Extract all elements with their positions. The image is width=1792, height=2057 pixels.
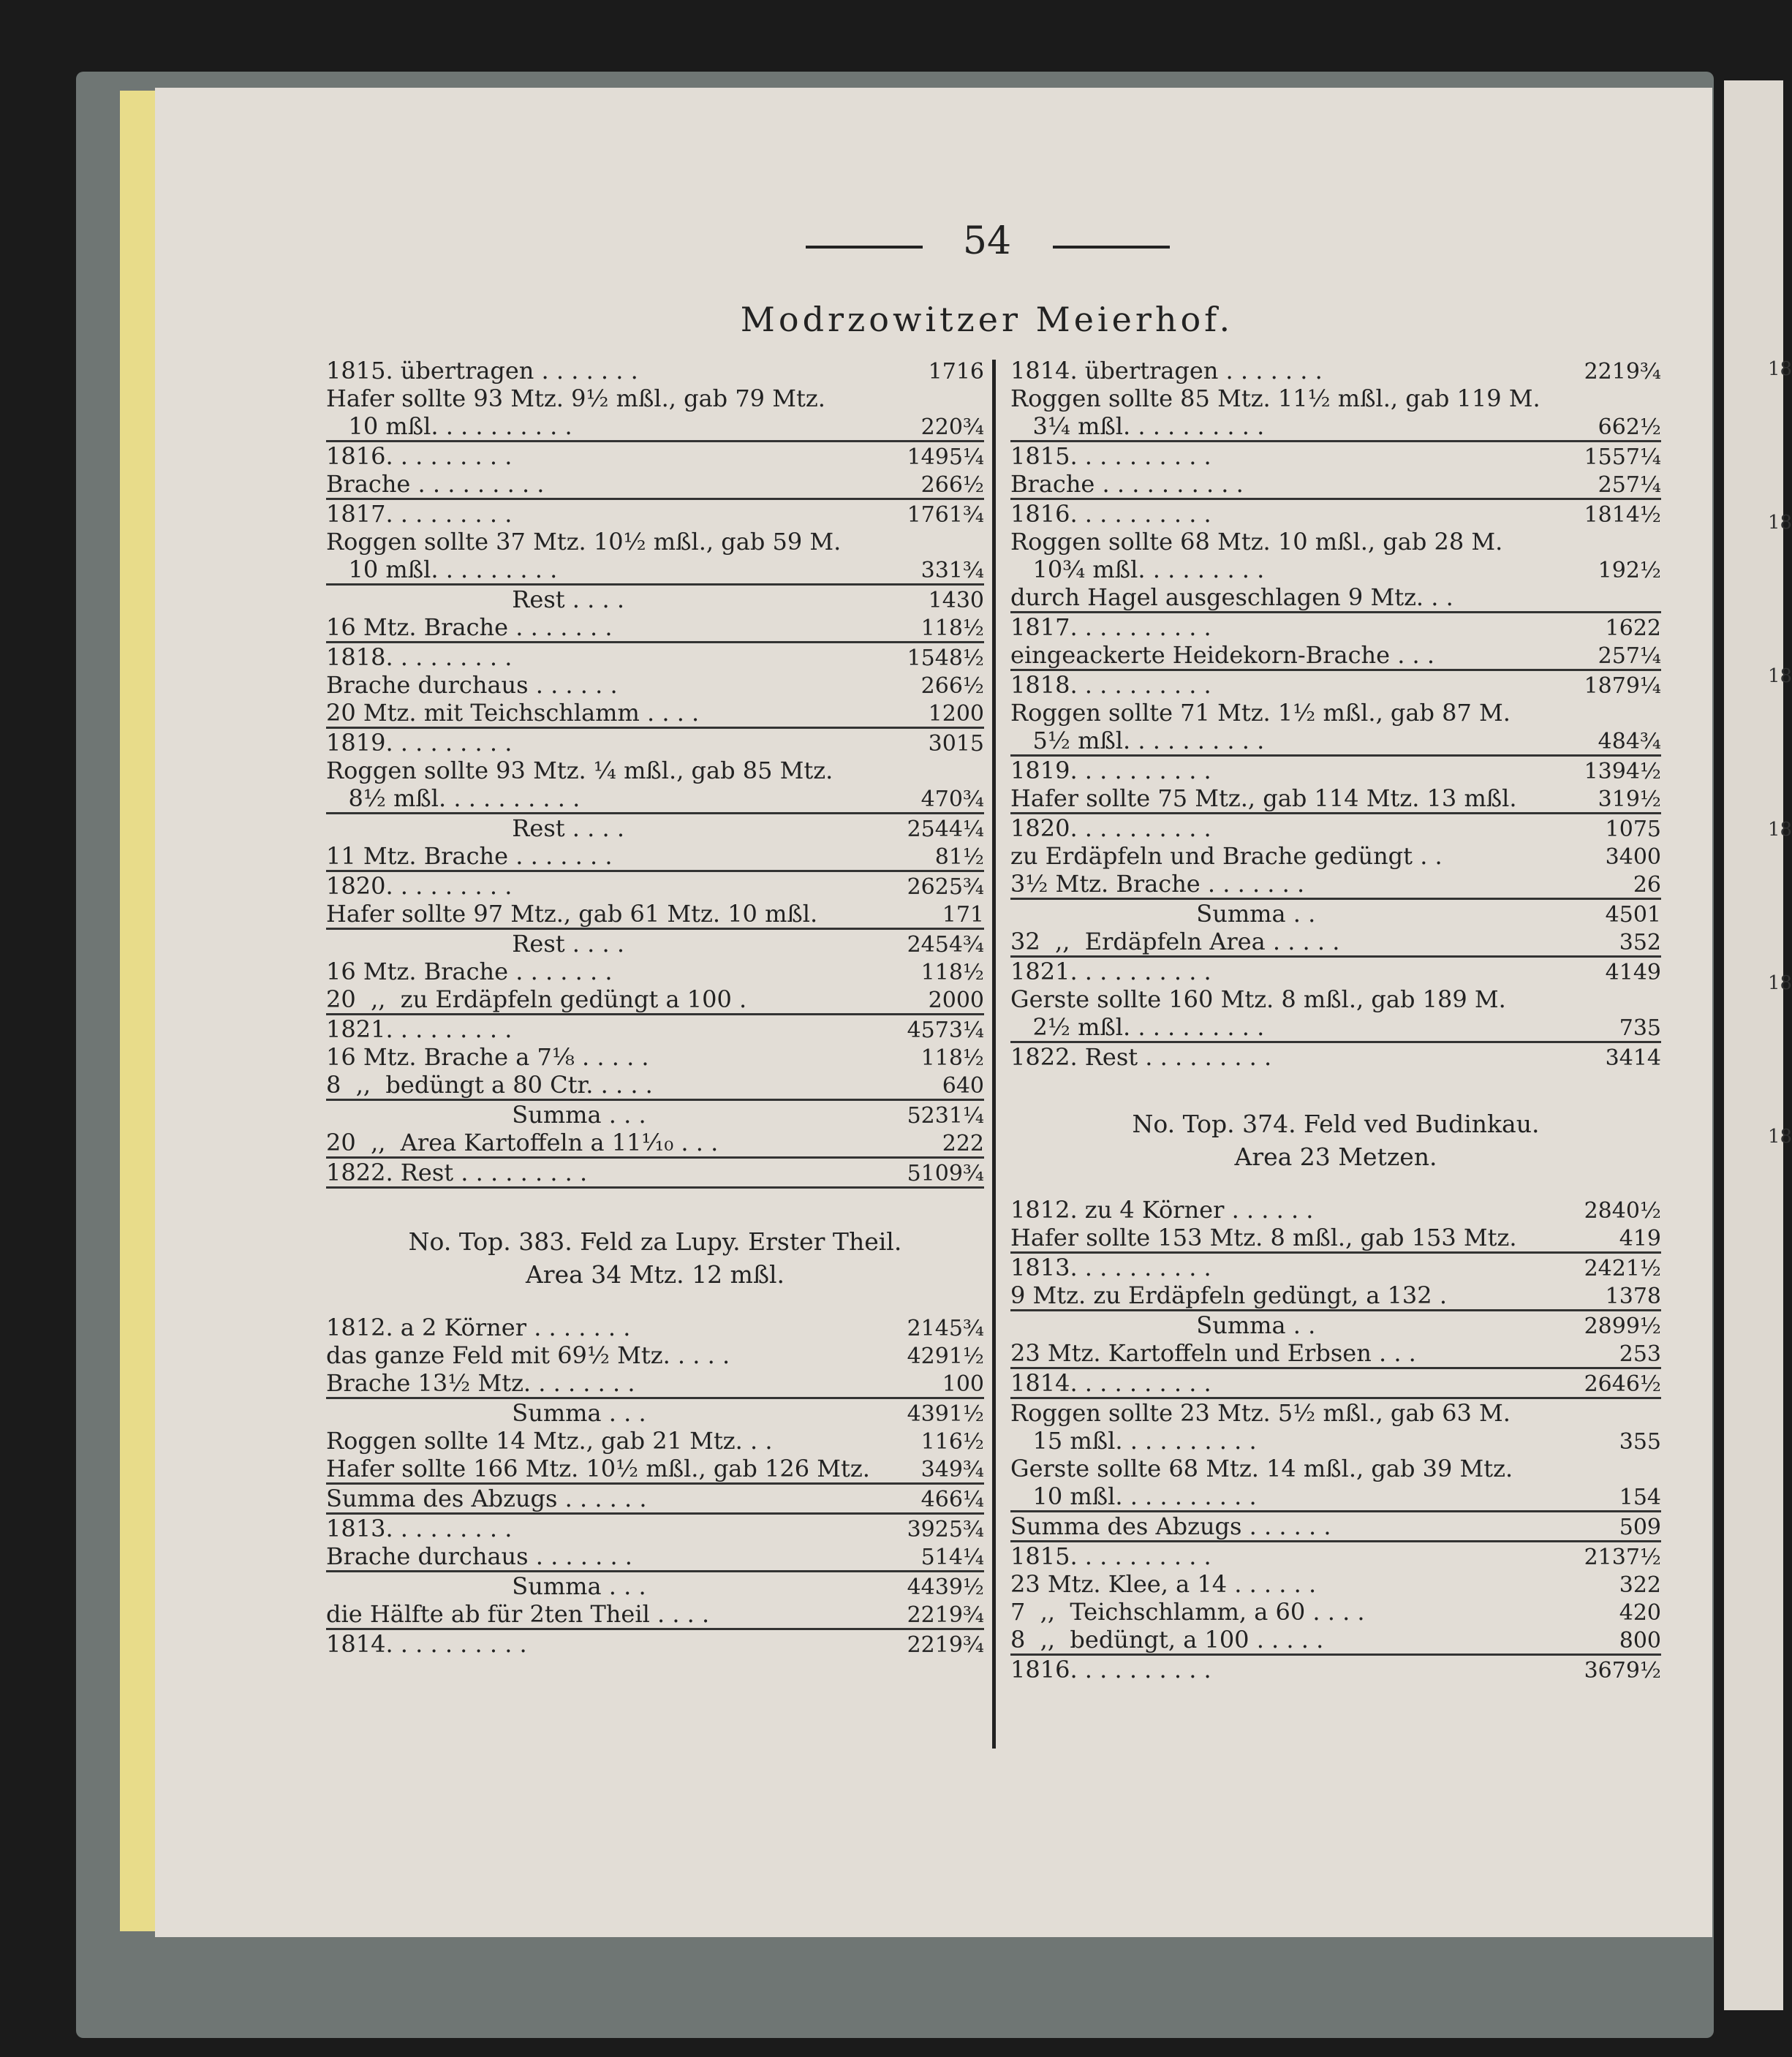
entry-text: 7 ,, Teichschlamm, a 60 . . . . — [1010, 1598, 1365, 1626]
entry-amount: 2544¼ — [907, 817, 984, 842]
ledger-row — [1010, 727, 1661, 756]
entry-amount: 3400 — [1605, 844, 1661, 870]
entry-amount: 266½ — [920, 673, 984, 699]
header-rule-left — [806, 246, 923, 249]
entry-text: Gerste sollte 68 Mtz. 14 mßl., gab 39 Mtz. — [1010, 1455, 1513, 1482]
ledger-row — [1010, 583, 1661, 613]
entry-text: Rest . . . . — [326, 814, 624, 842]
ledger-row — [326, 1542, 984, 1572]
entry-text: Roggen sollte 71 Mtz. 1½ mßl., gab 87 M. — [1010, 699, 1511, 727]
entry-amount: 1430 — [928, 588, 984, 613]
entry-amount: 2219¾ — [882, 1600, 984, 1629]
next-page-fragment: 18 — [1768, 1126, 1792, 1148]
entry-text: Brache . . . . . . . . . — [326, 470, 882, 499]
ledger-row — [326, 1071, 984, 1100]
ledger-row — [326, 412, 984, 442]
entry-amount — [1559, 699, 1661, 727]
ledger-row — [326, 470, 984, 499]
entry-text: Summa . . — [1010, 1311, 1316, 1339]
entry-amount — [1559, 985, 1661, 1013]
entry-amount: 349¾ — [882, 1455, 984, 1484]
entry-amount: 154 — [1559, 1482, 1661, 1512]
entry-text: 1817. . . . . . . . . — [326, 500, 513, 528]
entry-amount: 3925¾ — [907, 1517, 984, 1542]
entry-amount: 5109¾ — [882, 1158, 984, 1188]
entry-text: 1815. . . . . . . . . . — [1010, 1542, 1211, 1570]
ledger-row — [326, 1455, 984, 1484]
entry-amount: 420 — [1619, 1600, 1661, 1626]
entry-amount: 800 — [1559, 1626, 1661, 1655]
entry-text: 8 ,, bedüngt a 80 Ctr. . . . . — [326, 1071, 882, 1100]
entry-text: 1819. . . . . . . . . — [326, 729, 513, 757]
entry-amount: 2625¾ — [907, 874, 984, 900]
ledger-row — [326, 671, 984, 699]
entry-text: 10¾ mßl. . . . . . . . . — [1010, 556, 1265, 583]
ledger-row — [326, 1129, 984, 1158]
entry-amount: 1378 — [1559, 1281, 1661, 1311]
entry-text: Summa des Abzugs . . . . . . — [1010, 1512, 1559, 1542]
entry-text: 8 ,, bedüngt, a 100 . . . . . — [1010, 1626, 1559, 1655]
ledger-row — [326, 1398, 984, 1428]
ledger-row — [326, 1158, 984, 1188]
ledger-row — [1010, 899, 1661, 928]
entry-amount: 1075 — [1605, 817, 1661, 842]
ledger-row — [1010, 1398, 1661, 1428]
entry-amount: 257¼ — [1559, 641, 1661, 670]
entry-amount: 319½ — [1559, 784, 1661, 814]
ledger-row — [326, 1514, 984, 1543]
entry-amount: 4439½ — [907, 1575, 984, 1600]
ledger-row — [326, 784, 984, 814]
ledger-row — [1010, 1013, 1661, 1042]
entry-amount: 1814½ — [1584, 502, 1661, 528]
section-heading-row — [1010, 1138, 1661, 1171]
ledger-row — [1010, 870, 1661, 899]
entry-text: 16 Mtz. Brache . . . . . . . — [326, 958, 613, 985]
ledger-row — [326, 1341, 984, 1369]
ledger-row — [1010, 814, 1661, 843]
entry-amount: 2219¾ — [907, 1632, 984, 1658]
ledger-row — [326, 929, 984, 958]
ledger-row — [1010, 1482, 1661, 1512]
ledger-row — [1010, 499, 1661, 529]
ledger-row — [326, 528, 984, 556]
left-column — [326, 357, 984, 1658]
entry-text: Brache durchaus . . . . . . . — [326, 1542, 882, 1572]
entry-text: 1814. . . . . . . . . . — [1010, 1368, 1559, 1398]
entry-amount: 2454¾ — [907, 932, 984, 958]
entry-text: 1816. . . . . . . . . . — [1010, 500, 1211, 528]
ledger-row — [1010, 1042, 1661, 1072]
entry-amount: 2840½ — [1584, 1198, 1661, 1224]
left-ledger-table — [326, 357, 984, 1658]
section-heading-row — [1010, 1071, 1661, 1138]
ledger-row — [1010, 1542, 1661, 1571]
ledger-row — [1010, 556, 1661, 583]
entry-text: 10 mßl. . . . . . . . . . — [326, 412, 882, 442]
ledger-row — [326, 985, 984, 1015]
entry-text: 1812. a 2 Körner . . . . . . . — [326, 1314, 631, 1341]
ledger-row — [1010, 1626, 1661, 1655]
right-ledger-table — [1010, 357, 1661, 1683]
entry-amount: 1761¾ — [907, 502, 984, 528]
entry-text: 10 mßl. . . . . . . . . . — [1010, 1482, 1559, 1512]
entry-amount: 322 — [1619, 1572, 1661, 1598]
entry-amount: 220¾ — [882, 412, 984, 442]
entry-text: Brache 13½ Mtz. . . . . . . . — [326, 1369, 882, 1398]
ledger-row — [1010, 1570, 1661, 1598]
next-page-fragment: 18 — [1768, 819, 1792, 841]
entry-text: 1820. . . . . . . . . — [326, 872, 513, 900]
entry-amount — [1559, 384, 1661, 412]
header-rule-right — [1053, 246, 1170, 249]
entry-text: 23 Mtz. Kartoffeln und Erbsen . . . — [1010, 1339, 1559, 1368]
entry-amount: 1200 — [882, 699, 984, 728]
ledger-row — [326, 757, 984, 784]
entry-amount — [1559, 1455, 1661, 1482]
entry-amount: 2899½ — [1584, 1314, 1661, 1339]
entry-amount: 1622 — [1605, 615, 1661, 641]
entry-text: 20 Mtz. mit Teichschlamm . . . . — [326, 699, 882, 728]
ledger-row — [1010, 670, 1661, 700]
entry-amount: 26 — [1559, 870, 1661, 899]
entry-text: Hafer sollte 166 Mtz. 10½ mßl., gab 126 Mtz. — [326, 1455, 882, 1484]
entry-amount — [882, 528, 984, 556]
section-heading: Area 23 Metzen. — [1234, 1143, 1437, 1171]
page-title: Modrzowitzer Meierhof. — [740, 300, 1234, 339]
entry-amount — [1559, 583, 1661, 613]
entry-text: 1818. . . . . . . . . — [326, 643, 513, 671]
entry-text: 10 mßl. . . . . . . . . — [326, 556, 882, 585]
entry-text: 3¼ mßl. . . . . . . . . . — [1010, 412, 1559, 442]
ledger-row — [1010, 470, 1661, 499]
ledger-row — [326, 1100, 984, 1129]
entry-text: Hafer sollte 93 Mtz. 9½ mßl., gab 79 Mtz. — [326, 384, 825, 412]
next-page-fragment: 18 — [1768, 665, 1792, 687]
entry-text: 1817. . . . . . . . . . — [1010, 613, 1211, 641]
entry-text: Brache . . . . . . . . . . — [1010, 470, 1559, 499]
entry-text: 1822. Rest . . . . . . . . . — [326, 1158, 882, 1188]
entry-amount: 2646½ — [1559, 1368, 1661, 1398]
entry-text: Roggen sollte 23 Mtz. 5½ mßl., gab 63 M. — [1010, 1399, 1511, 1427]
entry-amount: 735 — [1559, 1013, 1661, 1042]
entry-text: Roggen sollte 37 Mtz. 10½ mßl., gab 59 M. — [326, 528, 842, 556]
entry-text: Summa . . — [1010, 900, 1316, 928]
entry-text: 32 ,, Erdäpfeln Area . . . . . — [1010, 928, 1559, 957]
ledger-row — [1010, 1224, 1661, 1253]
entry-text: Brache durchaus . . . . . . — [326, 671, 618, 699]
entry-text: 16 Mtz. Brache . . . . . . . — [326, 613, 882, 643]
entry-amount: 2000 — [882, 985, 984, 1015]
entry-amount: 4149 — [1605, 960, 1661, 985]
entry-text: Summa . . . — [326, 1399, 646, 1427]
entry-text: 1813. . . . . . . . . — [326, 1515, 513, 1542]
entry-amount: 5231¼ — [907, 1103, 984, 1129]
entry-amount: 1879¼ — [1584, 673, 1661, 699]
ledger-row — [326, 1484, 984, 1514]
ledger-row — [1010, 842, 1661, 870]
entry-amount: 81½ — [882, 842, 984, 871]
ledger-row — [326, 871, 984, 901]
ledger-row — [1010, 641, 1661, 670]
entry-text: Rest . . . . — [326, 930, 624, 958]
entry-amount: 1495¼ — [907, 444, 984, 470]
ledger-row — [1010, 1368, 1661, 1398]
entry-text: 1821. . . . . . . . . . — [1010, 958, 1211, 985]
column-divider — [992, 360, 996, 1749]
ledger-row — [1010, 699, 1661, 727]
entry-text: 1812. zu 4 Körner . . . . . . — [1010, 1196, 1314, 1224]
entry-text: 1816. . . . . . . . . — [326, 442, 513, 470]
ledger-row — [1010, 613, 1661, 642]
ledger-row — [326, 1043, 984, 1071]
entry-text: Roggen sollte 14 Mtz., gab 21 Mtz. . . — [326, 1427, 773, 1455]
ledger-row — [1010, 1171, 1661, 1224]
entry-amount: 514¼ — [882, 1542, 984, 1572]
entry-text: das ganze Feld mit 69½ Mtz. . . . . — [326, 1341, 730, 1369]
entry-text: 1813. . . . . . . . . . — [1010, 1254, 1211, 1281]
entry-amount: 352 — [1559, 928, 1661, 957]
entry-amount: 331¾ — [882, 556, 984, 585]
entry-text: durch Hagel ausgeschlagen 9 Mtz. . . — [1010, 583, 1559, 613]
entry-amount: 509 — [1559, 1512, 1661, 1542]
ledger-row — [326, 1600, 984, 1629]
ledger-row — [1010, 756, 1661, 785]
section-heading: Area 34 Mtz. 12 mßl. — [525, 1260, 785, 1289]
entry-text: Hafer sollte 153 Mtz. 8 mßl., gab 153 Mtz. — [1010, 1224, 1559, 1253]
ledger-row — [326, 728, 984, 757]
entry-text: 16 Mtz. Brache a 7⅛ . . . . . — [326, 1043, 649, 1071]
ledger-row — [1010, 985, 1661, 1013]
entry-amount: 2137½ — [1584, 1545, 1661, 1570]
entry-amount — [1559, 1398, 1661, 1428]
entry-amount: 2145¾ — [907, 1316, 984, 1341]
ledger-row — [1010, 1455, 1661, 1482]
ledger-row — [326, 585, 984, 614]
entry-text: Summa . . . — [326, 1101, 646, 1129]
entry-text: Gerste sollte 160 Mtz. 8 mßl., gab 189 M. — [1010, 985, 1506, 1013]
next-page-fragment: 18 — [1768, 972, 1792, 994]
entry-amount: 116½ — [920, 1429, 984, 1455]
entry-text: 1820. . . . . . . . . . — [1010, 814, 1211, 842]
ledger-row — [1010, 1598, 1661, 1626]
entry-amount: 1394½ — [1584, 759, 1661, 784]
entry-amount: 1716 — [928, 359, 984, 384]
entry-text: zu Erdäpfeln und Brache gedüngt . . — [1010, 842, 1443, 870]
ledger-row — [1010, 357, 1661, 384]
next-page-fragment: 18 — [1768, 512, 1792, 534]
entry-amount: 2421½ — [1584, 1256, 1661, 1281]
entry-text: 23 Mtz. Klee, a 14 . . . . . . — [1010, 1570, 1317, 1598]
ledger-row — [326, 958, 984, 985]
entry-amount — [1559, 528, 1661, 556]
entry-text: 1821. . . . . . . . . — [326, 1015, 513, 1043]
entry-amount: 118½ — [920, 1045, 984, 1071]
entry-amount: 470¾ — [882, 784, 984, 814]
ledger-row — [1010, 957, 1661, 986]
entry-amount: 640 — [882, 1071, 984, 1100]
entry-amount: 2219¾ — [1584, 359, 1661, 384]
entry-text: eingeackerte Heidekorn-Brache . . . — [1010, 641, 1559, 670]
entry-text: 15 mßl. . . . . . . . . . — [1010, 1427, 1257, 1455]
entry-amount: 662½ — [1559, 412, 1661, 442]
ledger-row — [1010, 528, 1661, 556]
ledger-row — [326, 842, 984, 871]
section-heading-row — [326, 1256, 984, 1289]
entry-text: Hafer sollte 97 Mtz., gab 61 Mtz. 10 mßl. — [326, 900, 882, 929]
ledger-row — [326, 699, 984, 728]
ledger-row — [326, 613, 984, 643]
ledger-row — [1010, 1253, 1661, 1282]
entry-text: 20 ,, zu Erdäpfeln gedüngt a 100 . — [326, 985, 882, 1015]
entry-amount: 355 — [1619, 1429, 1661, 1455]
entry-text: 1816. . . . . . . . . . — [1010, 1656, 1211, 1683]
section-heading: No. Top. 383. Feld za Lupy. Erster Theil. — [408, 1227, 902, 1256]
ledger-row — [326, 1427, 984, 1455]
entry-amount: 222 — [882, 1129, 984, 1158]
entry-amount: 3015 — [928, 731, 984, 757]
ledger-row — [1010, 1339, 1661, 1368]
entry-amount: 100 — [882, 1369, 984, 1398]
entry-text: Hafer sollte 75 Mtz., gab 114 Mtz. 13 mßl. — [1010, 784, 1559, 814]
entry-text: Summa des Abzugs . . . . . . — [326, 1484, 882, 1514]
ledger-row — [1010, 1655, 1661, 1684]
entry-text: 1814. übertragen . . . . . . . — [1010, 357, 1323, 384]
entry-amount: 118½ — [920, 960, 984, 985]
entry-amount: 192½ — [1598, 558, 1661, 583]
ledger-row — [1010, 1311, 1661, 1340]
ledger-row — [1010, 384, 1661, 412]
entry-text: Roggen sollte 93 Mtz. ¼ mßl., gab 85 Mtz. — [326, 757, 833, 784]
entry-text: 8½ mßl. . . . . . . . . . — [326, 784, 882, 814]
entry-amount: 3679½ — [1584, 1658, 1661, 1683]
page-number: 54 — [962, 219, 1012, 263]
entry-amount — [882, 757, 984, 784]
entry-amount: 118½ — [882, 613, 984, 643]
ledger-row — [1010, 1427, 1661, 1455]
ledger-row — [1010, 784, 1661, 814]
ledger-row — [326, 1629, 984, 1659]
ledger-row — [326, 900, 984, 929]
ledger-row — [326, 643, 984, 672]
ledger-row — [326, 499, 984, 529]
ledger-row — [326, 384, 984, 412]
entry-amount: 4391½ — [907, 1401, 984, 1427]
entry-amount: 171 — [882, 900, 984, 929]
entry-text: 1815. . . . . . . . . . — [1010, 442, 1211, 470]
ledger-row — [1010, 1281, 1661, 1311]
next-page-fragment: 18 — [1768, 358, 1792, 380]
entry-text: 5½ mßl. . . . . . . . . . — [1010, 727, 1559, 756]
entry-text: die Hälfte ab für 2ten Theil . . . . — [326, 1600, 882, 1629]
right-column — [1010, 357, 1661, 1683]
entry-text: 9 Mtz. zu Erdäpfeln gedüngt, a 132 . — [1010, 1281, 1559, 1311]
ledger-row — [326, 1369, 984, 1398]
entry-amount: 4501 — [1605, 902, 1661, 928]
entry-text: 2½ mßl. . . . . . . . . . — [1010, 1013, 1559, 1042]
entry-amount: 419 — [1559, 1224, 1661, 1253]
ledger-row — [1010, 1512, 1661, 1542]
entry-amount: 257¼ — [1559, 470, 1661, 499]
entry-text: 1822. Rest . . . . . . . . . — [1010, 1043, 1272, 1071]
entry-text: 1818. . . . . . . . . . — [1010, 671, 1211, 699]
entry-text: Summa . . . — [326, 1572, 646, 1600]
entry-text: 1814. . . . . . . . . . — [326, 1630, 527, 1658]
entry-text: 1819. . . . . . . . . . — [1010, 757, 1211, 784]
ledger-row — [326, 1572, 984, 1601]
ledger-row — [326, 357, 984, 384]
entry-text: Rest . . . . — [326, 586, 624, 613]
ledger-row — [326, 1015, 984, 1044]
entry-text: Roggen sollte 85 Mtz. 11½ mßl., gab 119 M. — [1010, 384, 1540, 412]
entry-amount: 1548½ — [907, 645, 984, 671]
ledger-row — [1010, 442, 1661, 471]
ledger-row — [1010, 928, 1661, 957]
entry-text: 11 Mtz. Brache . . . . . . . — [326, 842, 882, 871]
entry-amount: 253 — [1559, 1339, 1661, 1368]
ledger-row — [1010, 412, 1661, 442]
entry-amount: 1557¼ — [1584, 444, 1661, 470]
entry-text: 20 ,, Area Kartoffeln a 11⅒ . . . — [326, 1129, 882, 1158]
entry-amount: 3414 — [1605, 1045, 1661, 1071]
entry-amount: 466¼ — [882, 1484, 984, 1514]
entry-text: Roggen sollte 68 Mtz. 10 mßl., gab 28 M. — [1010, 528, 1503, 556]
entry-text: 1815. übertragen . . . . . . . — [326, 357, 638, 384]
entry-amount: 266½ — [882, 470, 984, 499]
ledger-row — [326, 1289, 984, 1341]
section-heading: No. Top. 374. Feld ved Budinkau. — [1132, 1110, 1540, 1138]
ledger-row — [326, 442, 984, 471]
entry-amount — [882, 384, 984, 412]
entry-text: 3½ Mtz. Brache . . . . . . . — [1010, 870, 1559, 899]
entry-amount: 484¾ — [1559, 727, 1661, 756]
ledger-row — [326, 814, 984, 843]
ledger-row — [326, 556, 984, 585]
entry-amount: 4573¼ — [907, 1018, 984, 1043]
entry-amount: 4291½ — [907, 1344, 984, 1369]
section-heading-row — [326, 1188, 984, 1257]
